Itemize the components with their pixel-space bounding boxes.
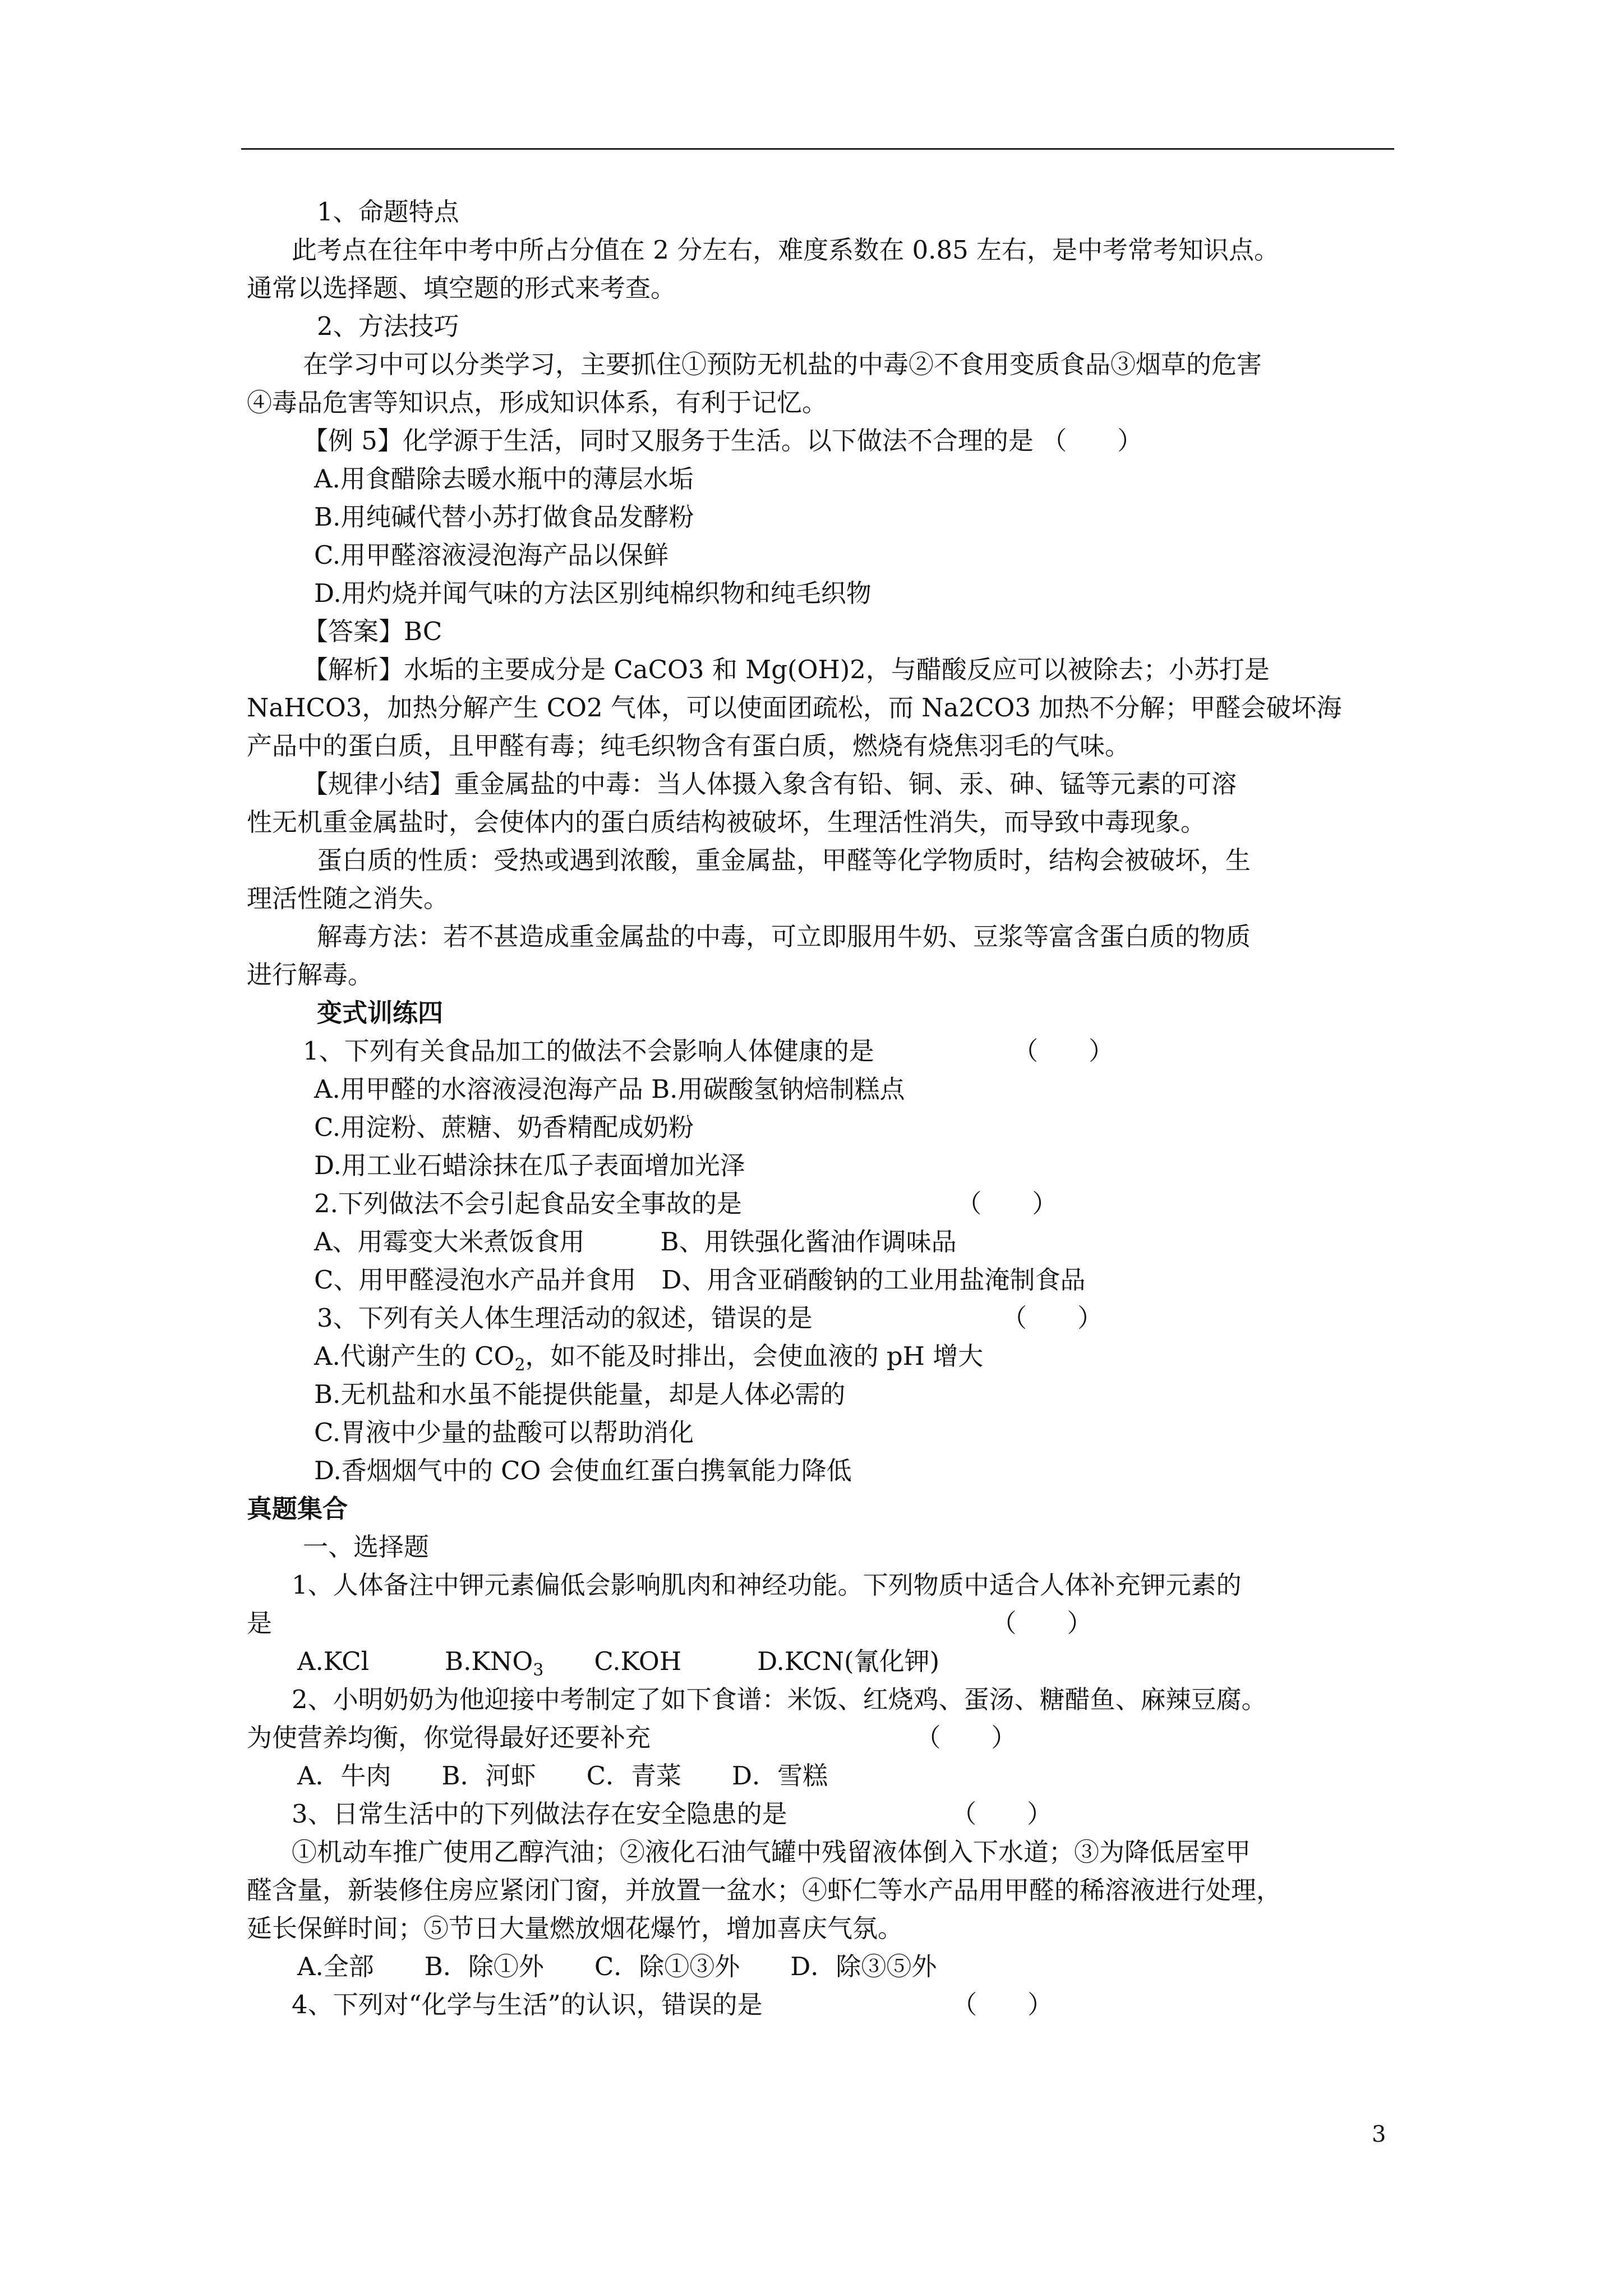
option-line: D.用灼烧并闻气味的方法区别纯棉织物和纯毛织物 — [314, 578, 872, 608]
subsection-heading: 一、选择题 — [303, 1532, 430, 1562]
text-line: ④毒品危害等知识点，形成知识体系，有利于记忆。 — [247, 388, 828, 417]
question-line: 2.下列做法不会引起食品安全事故的是 （ ） — [314, 1189, 1058, 1218]
question-line: 醛含量，新装修住房应紧闭门窗，并放置一盆水；④虾仁等水产品用甲醛的稀溶液进行处理， — [247, 1875, 1282, 1905]
analysis-line: 产品中的蛋白质，且甲醛有毒；纯毛织物含有蛋白质，燃烧有烧焦羽毛的气味。 — [247, 731, 1131, 761]
question-line: 4、下列对“化学与生活”的认识，错误的是 （ ） — [292, 1990, 1053, 2019]
option-line: B.用纯碱代替小苏打做食品发酵粉 — [314, 502, 694, 532]
option-line: A.全部 B．除①外 C．除①③外 D．除③⑤外 — [297, 1952, 937, 1981]
option-line: C、用甲醛浸泡水产品并食用 D、用含亚硝酸钠的工业用盐淹制食品 — [314, 1265, 1086, 1295]
example-heading: 【例 5】化学源于生活，同时又服务于生活。以下做法不合理的是 （ ） — [303, 426, 1143, 455]
option-line: A.用食醋除去暖水瓶中的薄层水垢 — [314, 464, 694, 494]
option-line: C.用甲醛溶液浸泡海产品以保鲜 — [314, 540, 669, 570]
option-line: A、用霉变大米煮饭食用 B、用铁强化酱油作调味品 — [314, 1227, 957, 1257]
subscript: 2 — [514, 1355, 525, 1375]
header-rule — [241, 148, 1394, 150]
question-line: 延长保鲜时间；⑤节日大量燃放烟花爆竹，增加喜庆气氛。 — [247, 1913, 903, 1943]
option-line — [314, 1341, 984, 1375]
text-line: 此考点在往年中考中所占分值在 2 分左右，难度系数在 0.85 左右，是中考常考知识点。 — [292, 235, 1280, 265]
text-line: 1、命题特点 — [317, 197, 459, 227]
text-fragment: A.代谢产生的 CO — [314, 1341, 515, 1371]
summary-line: 性无机重金属盐时，会使体内的蛋白质结构被破坏，生理活性消失，而导致中毒现象。 — [247, 807, 1206, 837]
question-line: 3、下列有关人体生理活动的叙述，错误的是 （ ） — [317, 1303, 1103, 1333]
option-line — [297, 1646, 940, 1680]
question-line: 是 （ ） — [247, 1608, 1092, 1638]
text-line: 在学习中可以分类学习，主要抓住①预防无机盐的中毒②不食用变质食品③烟草的危害 — [303, 349, 1262, 379]
summary-line: 解毒方法：若不甚造成重金属盐的中毒，可立即服用牛奶、豆浆等富含蛋白质的物质 — [317, 922, 1251, 951]
summary-line: 理活性随之消失。 — [247, 884, 449, 913]
text-fragment: A.KCl B.KNO — [297, 1646, 533, 1676]
question-line: ①机动车推广使用乙醇汽油；②液化石油气罐中残留液体倒入下水道；③为降低居室甲 — [292, 1837, 1251, 1867]
option-line: B.无机盐和水虽不能提供能量，却是人体必需的 — [314, 1379, 846, 1409]
summary-line: 进行解毒。 — [247, 960, 374, 990]
option-line: D.用工业石蜡涂抹在瓜子表面增加光泽 — [314, 1151, 745, 1180]
section-heading: 真题集合 — [247, 1494, 348, 1524]
option-line: A．牛肉 B．河虾 C．青菜 D．雪糕 — [297, 1761, 828, 1791]
text-fragment: ，如不能及时排出，会使血液的 pH 增大 — [525, 1341, 984, 1371]
option-line: C.用淀粉、蔗糖、奶香精配成奶粉 — [314, 1112, 694, 1142]
summary-line: 【规律小结】重金属盐的中毒：当人体摄入象含有铅、铜、汞、砷、锰等元素的可溶 — [303, 769, 1237, 799]
question-line: 为使营养均衡，你觉得最好还要补充 （ ） — [247, 1723, 1017, 1752]
question-line: 2、小明奶奶为他迎接中考制定了如下食谱：米饭、红烧鸡、蛋汤、糖醋鱼、麻辣豆腐。 — [292, 1685, 1267, 1714]
question-line: 1、下列有关食品加工的做法不会影响人体健康的是 （ ） — [303, 1036, 1114, 1066]
page-number: 3 — [1372, 2122, 1386, 2147]
option-line: D.香烟烟气中的 CO 会使血红蛋白携氧能力降低 — [314, 1456, 852, 1485]
answer-line: 【答案】BC — [303, 616, 442, 646]
option-line: C.胃液中少量的盐酸可以帮助消化 — [314, 1418, 694, 1447]
section-heading: 变式训练四 — [317, 998, 444, 1028]
question-line: 3、日常生活中的下列做法存在安全隐患的是 （ ） — [292, 1799, 1053, 1829]
summary-line: 蛋白质的性质：受热或遇到浓酸，重金属盐，甲醛等化学物质时，结构会被破坏，生 — [317, 845, 1251, 875]
option-line: A.用甲醛的水溶液浸泡海产品 B.用碳酸氢钠焙制糕点 — [314, 1074, 905, 1104]
analysis-line: NaHCO3，加热分解产生 CO2 气体，可以使面团疏松，而 Na2CO3 加热不分解；甲醛会破坏海 — [247, 693, 1342, 723]
question-line: 1、人体备注中钾元素偏低会影响肌肉和神经功能。下列物质中适合人体补充钾元素的 — [292, 1570, 1242, 1600]
text-line: 通常以选择题、填空题的形式来考查。 — [247, 273, 676, 303]
text-line: 2、方法技巧 — [317, 311, 459, 341]
subscript: 3 — [533, 1660, 544, 1680]
analysis-line: 【解析】水垢的主要成分是 CaCO3 和 Mg(OH)2，与醋酸反应可以被除去；小苏打是 — [303, 655, 1270, 684]
text-fragment: C.KOH D.KCN(氰化钾) — [543, 1646, 940, 1676]
